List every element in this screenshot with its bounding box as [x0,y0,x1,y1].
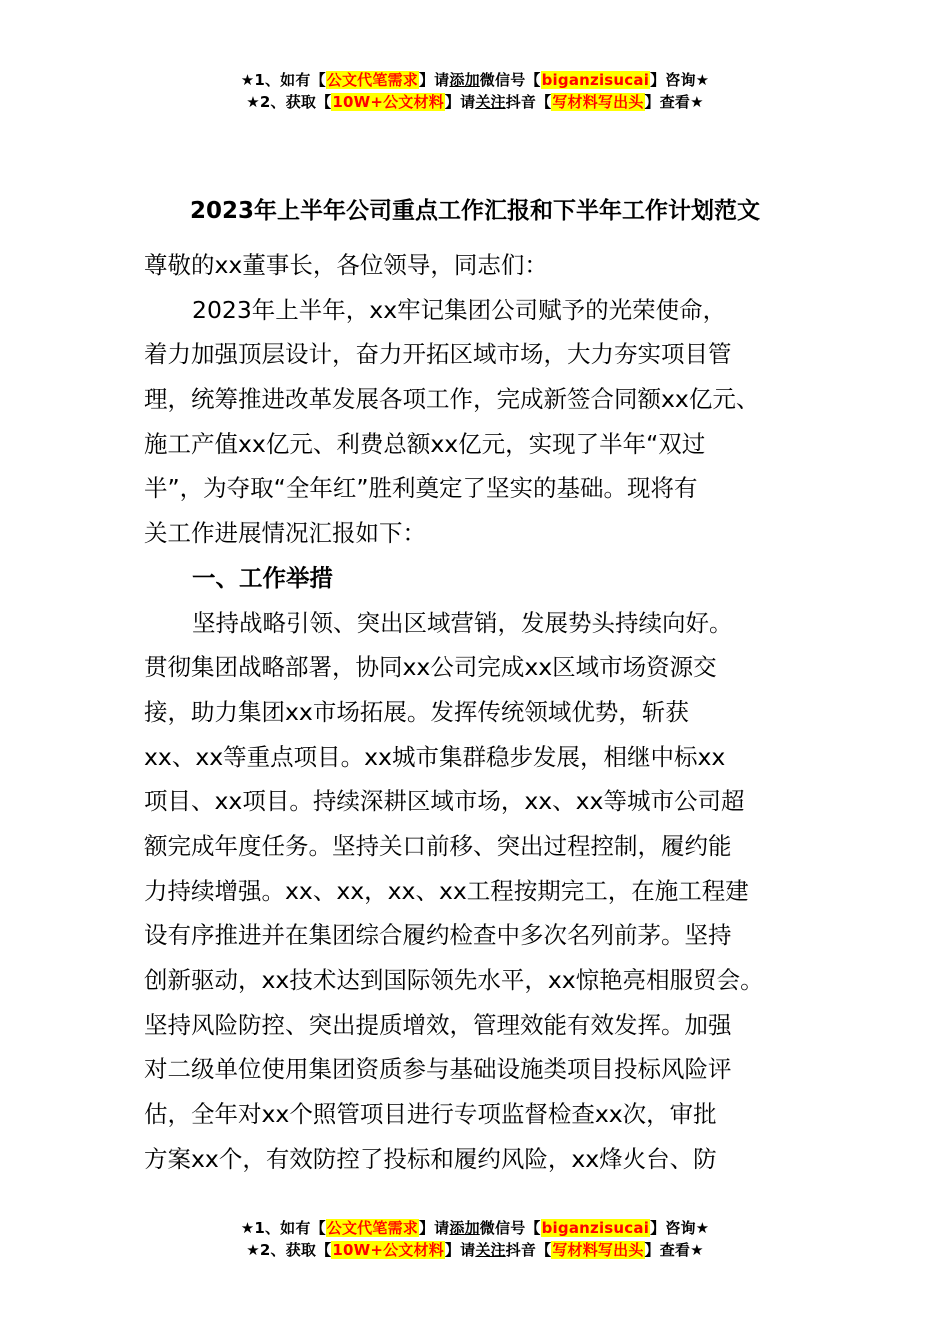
paragraph-line: 施工产值xx亿元、利费总额xx亿元，实现了半年“双过 [144,429,706,458]
paragraph-line: 额完成年度任务。坚持关口前移、突出过程控制，履约能 [144,831,732,860]
paragraph-line: 方案xx个，有效防控了投标和履约风险，xx烽火台、防 [144,1144,717,1173]
highlight-service: 公文代笔需求 [326,1219,418,1237]
paragraph-line: 坚持风险防控、突出提质增效，管理效能有效发挥。加强 [144,1010,732,1039]
paragraph-line: 接，助力集团xx市场拓展。发挥传统领域优势，斩获 [144,697,689,726]
highlight-wechat-id: biganzisucai [541,71,650,89]
banner-line-1: ★1、如有【公文代笔需求】请添加微信号【biganzisucai】咨询★ [240,71,710,89]
header-banner [0,69,950,113]
paragraph-line: 项目、xx项目。持续深耕区域市场，xx、xx等城市公司超 [144,787,745,816]
paragraph-line: 半”，为夺取“全年红”胜利奠定了坚实的基础。现将有 [144,474,698,503]
paragraph-line: 力持续增强。xx、xx，xx、xx工程按期完工，在施工程建 [144,876,749,905]
paragraph-line: 对二级单位使用集团资质参与基础设施类项目投标风险评 [144,1055,732,1084]
paragraph-line: 理，统筹推进改革发展各项工作，完成新签合同额xx亿元、 [144,385,760,414]
banner-line-2: ★2、获取【10W+公文材料】请关注抖音【写材料写出头】查看★ [246,1241,704,1259]
paragraph-line: 设有序推进并在集团综合履约检查中多次名列前茅。坚持 [144,921,732,950]
highlight-materials: 10W+公文材料 [332,1241,444,1259]
highlight-materials: 10W+公文材料 [332,93,444,111]
paragraph-line: 创新驱动，xx技术达到国际领先水平，xx惊艳亮相服贸会。 [144,966,764,994]
highlight-service: 公文代笔需求 [326,71,418,89]
paragraph-line: 贯彻集团战略部署，协同xx公司完成xx区域市场资源交 [144,653,717,682]
highlight-douyin: 写材料写出头 [552,93,644,111]
footer-banner [0,1217,950,1261]
document-body [144,243,824,1181]
paragraph-line: 坚持战略引领、突出区域营销，发展势头持续向好。 [192,608,733,637]
paragraph-line: 关工作进展情况汇报如下： [144,519,426,548]
paragraph-line: 估，全年对xx个照管项目进行专项监督检查xx次，审批 [144,1100,717,1129]
document-title: 2023年上半年公司重点工作汇报和下半年工作计划范文 [189,198,760,224]
banner-line-1: ★1、如有【公文代笔需求】请添加微信号【biganzisucai】咨询★ [240,1219,710,1237]
paragraph-line: 2023年上半年，xx牢记集团公司赋予的光荣使命， [192,295,727,324]
paragraph-line: xx、xx等重点项目。xx城市集群稳步发展，相继中标xx [144,742,726,771]
paragraph-line: 着力加强顶层设计，奋力开拓区域市场，大力夯实项目管 [144,340,732,369]
section-heading: 一、工作举措 [192,563,333,592]
highlight-wechat-id: biganzisucai [541,1219,650,1237]
banner-line-2: ★2、获取【10W+公文材料】请关注抖音【写材料写出头】查看★ [246,93,704,111]
salutation: 尊敬的xx董事长，各位领导，同志们： [144,251,548,279]
highlight-douyin: 写材料写出头 [552,1241,644,1259]
